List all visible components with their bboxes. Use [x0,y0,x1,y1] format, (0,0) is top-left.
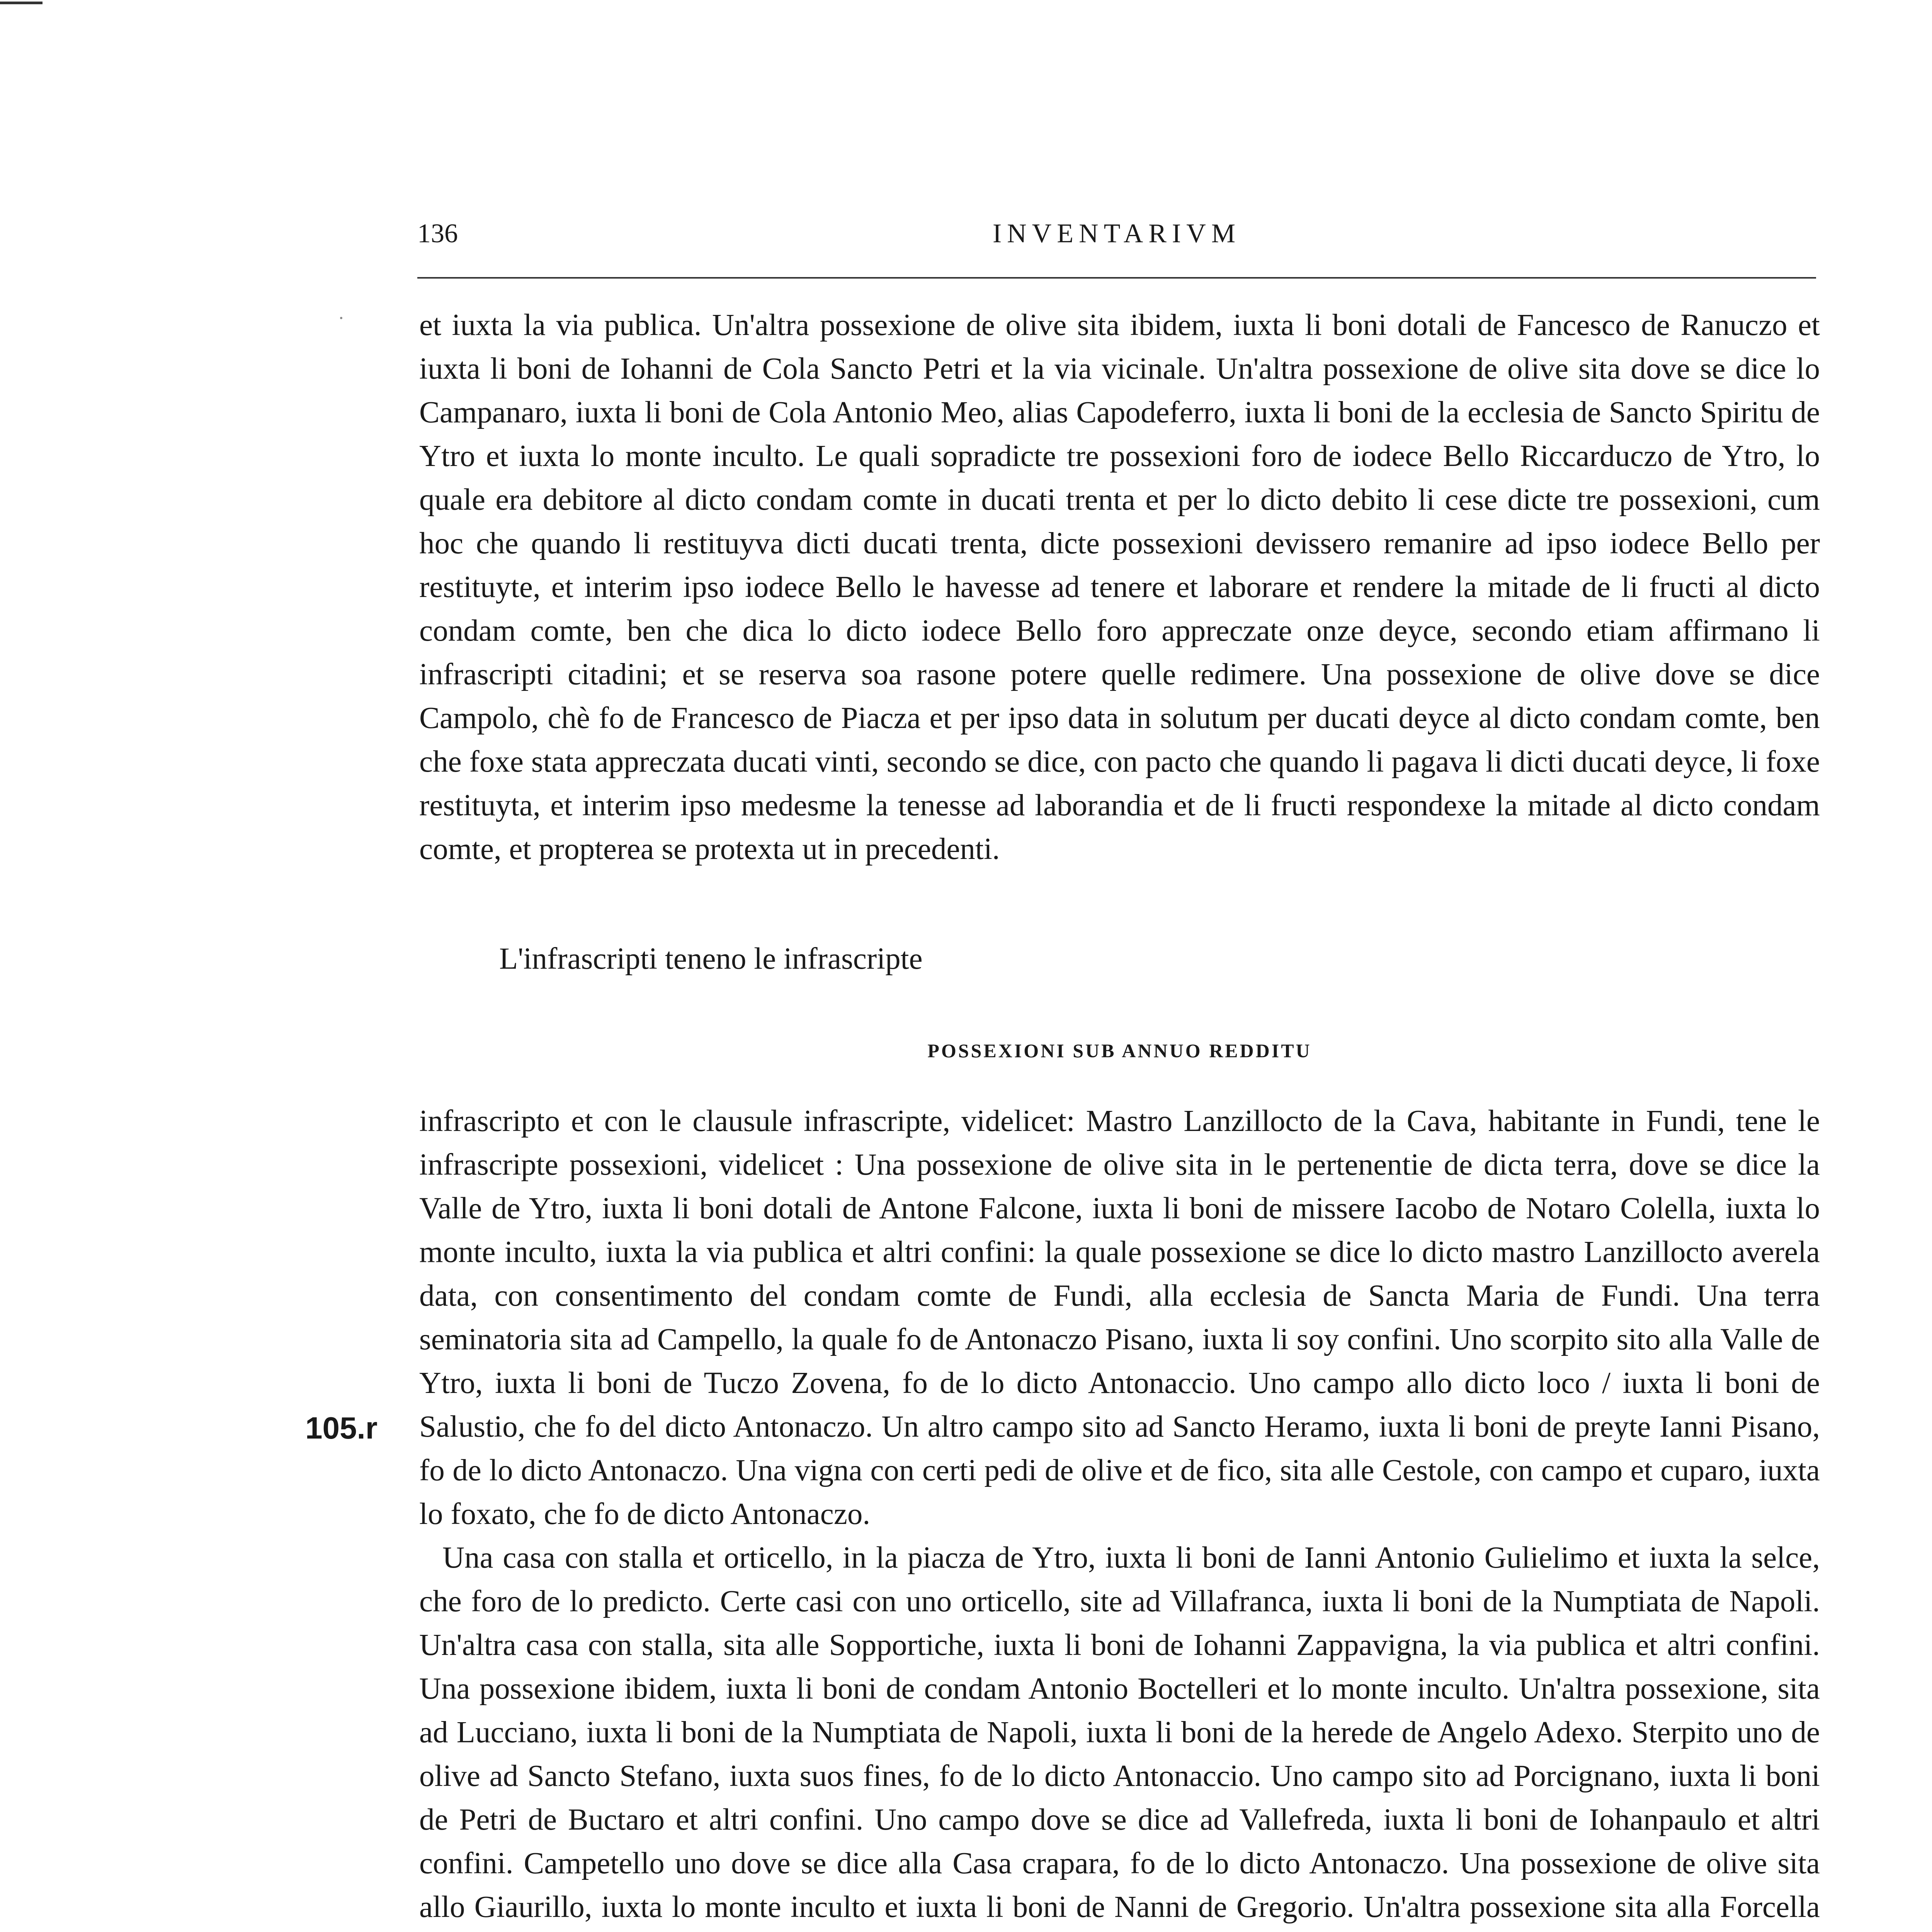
corner-scan-mark [0,2,43,4]
page-number: 136 [417,219,458,248]
page-header [417,218,1816,261]
paragraph: infrascripto et con le clausule infrascripte, videlicet: Mastro Lanzillocto de la Cava, habitante in Fundi, tene le infrascripte possexioni, videlicet : Una possexione de olive sita in le pertenentie de dicta terra, dove se dice la Valle de Ytro, iuxta li boni dotali de Antone Falcone, iuxta li boni de missere Iacobo de Notaro Colella, iuxta lo monte inculto, iuxta la via publica et altri confini: la quale possexione se dice lo dicto mastro Lanzillocto averela data, con consentimento del condam comte de Fundi, alla ecclesia de Sancta Maria de Fundi. Una terra seminatoria sita ad Campello, la quale fo de Antonaczo Pisano, iuxta li soy confini. Uno scorpito sito alla Valle de Ytro, iuxta li boni de Tuczo Zovena, fo de lo dicto Antonaccio. Uno campo allo dicto loco / iuxta li boni de Salustio, che fo del dicto Antonaczo. Un altro campo sito ad Sancto Heramo, iuxta li boni de preyte Ianni Pisano, fo de lo dicto Antonaczo. Una vigna con certi pedi de olive et de fico, sita alle Cestole, con campo et cuparo, iuxta lo foxato, che fo de dicto Antonaczo. [419,1104,1820,1531]
paragraph: Una casa con stalla et orticello, in la piacza de Ytro, iuxta li boni de Ianni Antonio Gulielimo et iuxta la selce, che foro de lo predicto. Certe casi con uno orticello, site ad Villafranca, iuxta li boni de la Numptiata de Napoli. Un'altra casa con stalla, sita alle Sopportiche, iuxta li boni de Iohanni Zappavigna, la via publica et altri confini. Una possexione ibidem, iuxta li boni de condam Antonio Boctelleri et lo monte inculto. Un'altra possexione, sita ad Lucciano, iuxta li boni de la Numptiata de Napoli, iuxta li boni de la herede de Angelo Adexo. Sterpito uno de olive ad Sancto Stefano, iuxta suos fines, fo de lo dicto Antonaccio. Uno campo sito ad Porcignano, iuxta li boni de Petri de Buctaro et altri confini. Uno campo dove se dice ad Vallefreda, iuxta li boni de Iohanpaulo et altri confini. Campetello uno dove se dice alla Casa crapara, fo de lo dicto Antonaczo. Una possexione de olive sita allo Giaurillo, iuxta lo monte inculto et iuxta li boni de Nanni de Gregorio. Un'altra possexione sita alla Forcella [419,1541,1820,1924]
section-heading: POSSEXIONI SUB ANNUO REDDITU [927,1040,1312,1061]
scan-speck [340,317,342,319]
intro-line: L'infrascripti teneno le infrascripte [499,942,923,976]
text-block-top [419,303,1820,871]
running-title: INVENTARIVM [992,219,1241,248]
paragraph: et iuxta la via publica. Un'altra possexione de olive sita ibidem, iuxta li boni dotali de Fancesco de Ranuczo et iuxta li boni de Iohanni de Cola Sancto Petri et la via vicinale. Un'altra possexione de olive sita dove se dice lo Campanaro, iuxta li boni de Cola Antonio Meo, alias Capodeferro, iuxta li boni de la ecclesia de Sancto Spiritu de Ytro et iuxta lo monte inculto. Le quali sopradicte tre possexioni foro de iodece Bello Riccarduczo de Ytro, lo quale era debitore al dicto condam comte in ducati trenta et per lo dicto debito li cese dicte tre possexioni, cum hoc che quando li restituyva dicti ducati trenta, dicte possexioni devissero remanire ad ipso iodece Bello per restituyte, et interim ipso iodece Bello le havesse ad tenere et laborare et rendere la mitade de li fructi al dicto condam comte, ben che dica lo dicto iodece Bello foro appreczate onze deyce, secondo etiam affirmano li infrascripti citadini; et se reserva soa rasone potere quelle redimere. Una possexione de olive dove se dice Campolo, chè fo de Francesco de Piacza et per ipso data in solutum per ducati deyce al dicto condam comte, ben che foxe stata appreczata ducati vinti, secondo se dice, con pacto che quando li pagava li dicti ducati deyce, li foxe restituyta, et interim ipso medesme la tenesse ad laborandia et de li fructi respondexe la mitade al dicto condam comte, et propterea se protexta ut in precedenti. [419,308,1820,866]
text-block-main [419,1099,1820,1932]
folio-marker: 105.r [305,1411,378,1445]
header-rule [417,277,1816,279]
